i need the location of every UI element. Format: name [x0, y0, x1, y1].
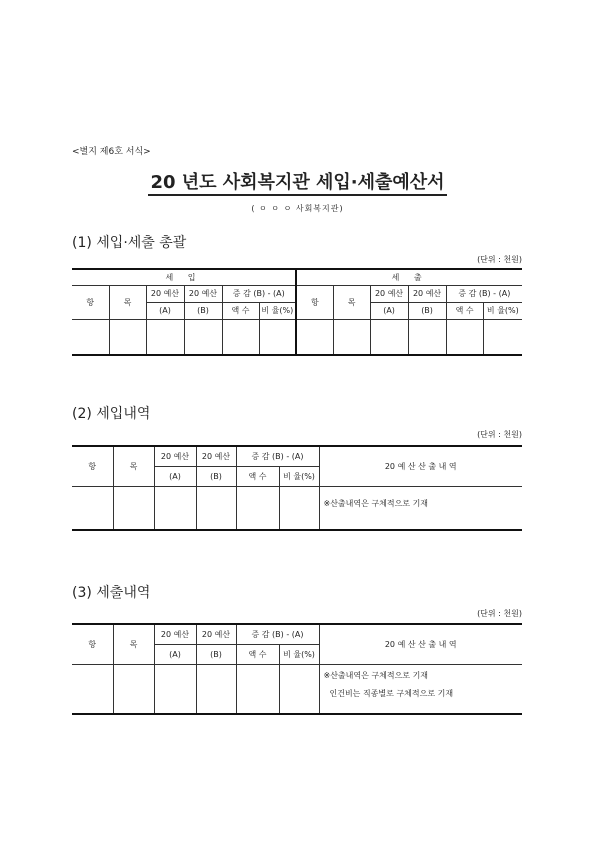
income-budget-b-header: 20 예산: [184, 285, 222, 302]
hang-header: 항: [72, 446, 113, 486]
table-cell[interactable]: [109, 319, 146, 355]
detail-header: 20 예 산 산 출 내 역: [319, 624, 522, 664]
ratio-header: 비 율(%): [279, 466, 319, 486]
table-cell[interactable]: [113, 664, 154, 714]
change-header: 증 감 (B) - (A): [236, 624, 319, 644]
table-cell[interactable]: [259, 319, 296, 355]
budget-b-sub: (B): [196, 644, 236, 664]
table-cell[interactable]: [154, 664, 196, 714]
expense-detail-table: [72, 623, 522, 715]
amount-header: 액 수: [236, 466, 279, 486]
table-cell[interactable]: [483, 319, 522, 355]
income-ratio-header: 비 율(%): [259, 302, 296, 319]
expense-hang-header: 항: [296, 285, 333, 319]
detail-header: 20 예 산 산 출 내 역: [319, 446, 522, 486]
income-amount-header: 액 수: [222, 302, 259, 319]
table-row: [72, 486, 522, 530]
table-cell[interactable]: [196, 664, 236, 714]
table-cell[interactable]: [236, 486, 279, 530]
table-cell[interactable]: [184, 319, 222, 355]
income-budget-a-sub: (A): [146, 302, 184, 319]
expense-ratio-header: 비 율(%): [483, 302, 522, 319]
table-cell[interactable]: [370, 319, 408, 355]
page-title-text: 20 년도 사회복지관 세입·세출예산서: [148, 172, 446, 196]
table-cell[interactable]: [279, 664, 319, 714]
table-cell[interactable]: [113, 486, 154, 530]
budget-b-header: 20 예산: [196, 446, 236, 466]
table-cell[interactable]: [236, 664, 279, 714]
table-cell[interactable]: [72, 664, 113, 714]
section3-heading: (3) 세출내역: [72, 585, 151, 601]
form-label: <별지 제6호 서식>: [72, 147, 151, 157]
income-mok-header: 목: [109, 285, 146, 319]
income-change-header: 증 감 (B) - (A): [222, 285, 296, 302]
table-cell[interactable]: [279, 486, 319, 530]
section2-heading: (2) 세입내역: [72, 406, 151, 422]
mok-header: 목: [113, 624, 154, 664]
expense-change-header: 증 감 (B) - (A): [446, 285, 522, 302]
table-cell[interactable]: [146, 319, 184, 355]
summary-table: [72, 268, 522, 356]
section1-unit: (단위 : 천원): [477, 255, 522, 264]
amount-header: 액 수: [236, 644, 279, 664]
table-row: [72, 664, 522, 714]
budget-a-header: 20 예산: [154, 624, 196, 644]
table-cell[interactable]: [72, 319, 109, 355]
detail-note: ※산출내역은 구체적으로 기재: [319, 486, 522, 530]
section3-unit: (단위 : 천원): [477, 609, 522, 618]
page-subtitle: ( ㅇ ㅇ ㅇ 사회복지관): [251, 204, 344, 213]
table-cell[interactable]: [408, 319, 446, 355]
hang-header: 항: [72, 624, 113, 664]
section1-heading: (1) 세입·세출 총괄: [72, 235, 187, 251]
page-title: [0, 168, 595, 194]
table-cell[interactable]: [222, 319, 259, 355]
ratio-header: 비 율(%): [279, 644, 319, 664]
table-cell[interactable]: [296, 319, 333, 355]
table-cell[interactable]: [72, 486, 113, 530]
expense-budget-b-sub: (B): [408, 302, 446, 319]
change-header: 증 감 (B) - (A): [236, 446, 319, 466]
income-detail-table: [72, 445, 522, 531]
detail-note-2: 인건비는 직종별로 구체적으로 기재: [329, 688, 454, 698]
budget-a-header: 20 예산: [154, 446, 196, 466]
budget-a-sub: (A): [154, 466, 196, 486]
expense-amount-header: 액 수: [446, 302, 483, 319]
income-hang-header: 항: [72, 285, 109, 319]
income-header: 세 입: [72, 269, 296, 285]
income-budget-a-header: 20 예산: [146, 285, 184, 302]
mok-header: 목: [113, 446, 154, 486]
expense-budget-a-sub: (A): [370, 302, 408, 319]
budget-b-header: 20 예산: [196, 624, 236, 644]
budget-a-sub: (A): [154, 644, 196, 664]
income-budget-b-sub: (B): [184, 302, 222, 319]
table-cell[interactable]: [446, 319, 483, 355]
budget-b-sub: (B): [196, 466, 236, 486]
detail-notes: [319, 664, 522, 714]
expense-budget-b-header: 20 예산: [408, 285, 446, 302]
detail-note-1: ※산출내역은 구체적으로 기재: [323, 670, 429, 680]
table-cell[interactable]: [154, 486, 196, 530]
table-cell[interactable]: [333, 319, 370, 355]
expense-budget-a-header: 20 예산: [370, 285, 408, 302]
table-row: [72, 319, 522, 355]
section2-unit: (단위 : 천원): [477, 430, 522, 439]
table-cell[interactable]: [196, 486, 236, 530]
expense-header: 세 출: [296, 269, 522, 285]
expense-mok-header: 목: [333, 285, 370, 319]
